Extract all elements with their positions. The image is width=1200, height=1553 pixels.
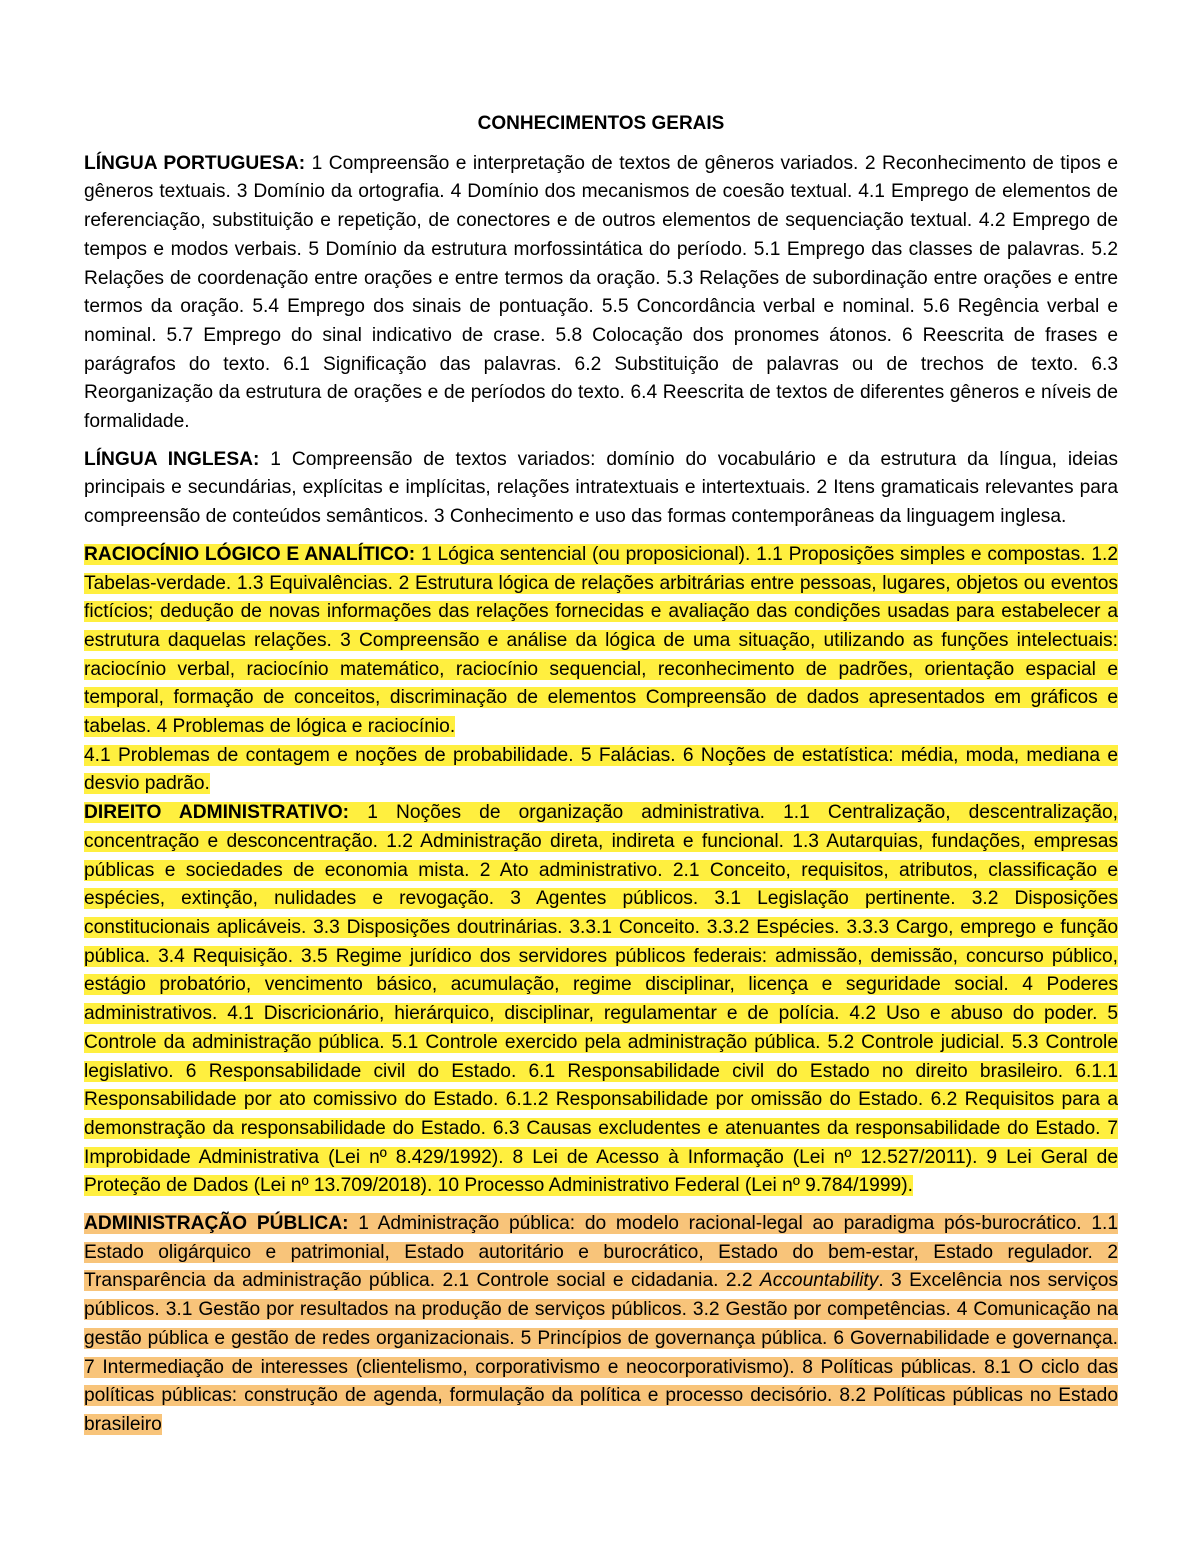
section-text: 4.1 Problemas de contagem e noções de probabilidade. 5 Falácias. 6 Noções de estatística: média, moda, mediana e desvio padrão.	[84, 744, 1118, 795]
section-heading: ADMINISTRAÇÃO PÚBLICA:	[84, 1213, 349, 1235]
section-heading: LÍNGUA PORTUGUESA:	[84, 152, 306, 174]
highlight-orange	[84, 1213, 1118, 1435]
section-text: 1 Administração pública: do modelo racional-legal ao paradigma pós-burocrático. 1.1 Estado oligárquico e patrimonial, Estado autoritário e burocrático, Estado do bem-estar, Estado regulador. 2 Transparência da administração pública. 2.1 Controle social e cidadania. 2.2	[84, 1213, 1118, 1292]
section-heading: LÍNGUA INGLESA:	[84, 448, 260, 470]
section-lingua-portuguesa	[84, 150, 1118, 437]
highlight-yellow	[84, 802, 1118, 1196]
section-direito-administrativo	[84, 799, 1118, 1201]
section-administracao-publica	[84, 1210, 1118, 1440]
highlight-yellow	[84, 745, 1118, 795]
section-heading: RACIOCÍNIO LÓGICO E ANALÍTICO:	[84, 543, 416, 565]
section-raciocinio-logico	[84, 541, 1118, 742]
section-raciocinio-logico-continued	[84, 742, 1118, 799]
section-lingua-inglesa	[84, 446, 1118, 532]
section-text: 1 Compreensão de textos variados: domínio do vocabulário e da estrutura da língua, ideias principais e secundárias, explícitas e implícitas, relações intratextuais e intertextuais. 2 Itens gramaticais relevantes para compreensão de conteúdos semânticos. 3 Conhecimento e uso das formas contemporâneas da linguagem inglesa.	[84, 448, 1118, 528]
section-text: 1 Lógica sentencial (ou proposicional). 1.1 Proposições simples e compostas. 1.2 Tabelas-verdade. 1.3 Equivalências. 2 Estrutura lógica de relações arbitrárias entre pessoas, lugares, objetos ou eventos fictícios; dedução de novas informações das relações fornecidas e avaliação das condições usadas para estabelecer a estrutura daquelas relações. 3 Compreensão e análise da lógica de uma situação, utilizando as funções intelectuais: raciocínio verbal, raciocínio matemático, raciocínio sequencial, reconhecimento de padrões, orientação espacial e temporal, formação de conceitos, discriminação de elementos Compreensão de dados apresentados em gráficos e tabelas. 4 Problemas de lógica e raciocínio.	[84, 543, 1118, 738]
document-page	[84, 110, 1118, 1449]
section-text: 1 Noções de organização administrativa. 1.1 Centralização, descentralização, concentração e desconcentração. 1.2 Administração direta, indireta e funcional. 1.3 Autarquias, fundações, empresas públicas e sociedades de economia mista. 2 Ato administrativo. 2.1 Conceito, requisitos, atributos, classificação e espécies, extinção, nulidades e revogação. 3 Agentes públicos. 3.1 Legislação pertinente. 3.2 Disposições constitucionais aplicáveis. 3.3 Disposições doutrinárias. 3.3.1 Conceito. 3.3.2 Espécies. 3.3.3 Cargo, emprego e função pública. 3.4 Requisição. 3.5 Regime jurídico dos servidores públicos federais: admissão, demissão, concurso público, estágio probatório, vencimento básico, acumulação, regime disciplinar, licença e seguridade social. 4 Poderes administrativos. 4.1 Discricionário, hierárquico, disciplinar, regulamentar e de polícia. 4.2 Uso e abuso do poder. 5 Controle da administração pública. 5.1 Controle exercido pela administração pública. 5.2 Controle judicial. 5.3 Controle legislativo. 6 Responsabilidade civil do Estado. 6.1 Responsabilidade civil do Estado no direito brasileiro. 6.1.1 Responsabilidade por ato comissivo do Estado. 6.1.2 Responsabilidade por omissão do Estado. 6.2 Requisitos para a demonstração da responsabilidade do Estado. 6.3 Causas excludentes e atenuantes da responsabilidade do Estado. 7 Improbidade Administrativa (Lei nº 8.429/1992). 8 Lei de Acesso à Informação (Lei nº 12.527/2011). 9 Lei Geral de Proteção de Dados (Lei nº 13.709/2018). 10 Processo Administrativo Federal (Lei nº 9.784/1999).	[84, 802, 1118, 1197]
italic-term: Accountability	[759, 1270, 879, 1292]
section-text: 1 Compreensão e interpretação de textos de gêneros variados. 2 Reconhecimento de tipos e gêneros textuais. 3 Domínio da ortografia. 4 Domínio dos mecanismos de coesão textual. 4.1 Emprego de elementos de referenciação, substituição e repetição, de conectores e de outros elementos de sequenciação textual. 4.2 Emprego de tempos e modos verbais. 5 Domínio da estrutura morfossintática do período. 5.1 Emprego das classes de palavras. 5.2 Relações de coordenação entre orações e entre termos da oração. 5.3 Relações de subordinação entre orações e entre termos da oração. 5.4 Emprego dos sinais de pontuação. 5.5 Concordância verbal e nominal. 5.6 Regência verbal e nominal. 5.7 Emprego do sinal indicativo de crase. 5.8 Colocação dos pronomes átonos. 6 Reescrita de frases e parágrafos do texto. 6.1 Significação das palavras. 6.2 Substituição de palavras ou de trechos de texto. 6.3 Reorganização da estrutura de orações e de períodos do texto. 6.4 Reescrita de textos de diferentes gêneros e níveis de formalidade.	[84, 152, 1118, 433]
section-heading: DIREITO ADMINISTRATIVO:	[84, 802, 350, 824]
section-text: . 3 Excelência nos serviços públicos. 3.1 Gestão por resultados na produção de serviços públicos. 3.2 Gestão por competências. 4 Comunicação na gestão pública e gestão de redes organizacionais. 5 Princípios de governança pública. 6 Governabilidade e governança. 7 Intermediação de interesses (clientelismo, corporativismo e neocorporativismo). 8 Políticas públicas. 8.1 O ciclo das políticas públicas: construção de agenda, formulação da política e processo decisório. 8.2 Políticas públicas no Estado brasileiro	[84, 1270, 1119, 1435]
document-title: CONHECIMENTOS GERAIS	[477, 113, 725, 134]
highlight-yellow	[84, 544, 1118, 737]
